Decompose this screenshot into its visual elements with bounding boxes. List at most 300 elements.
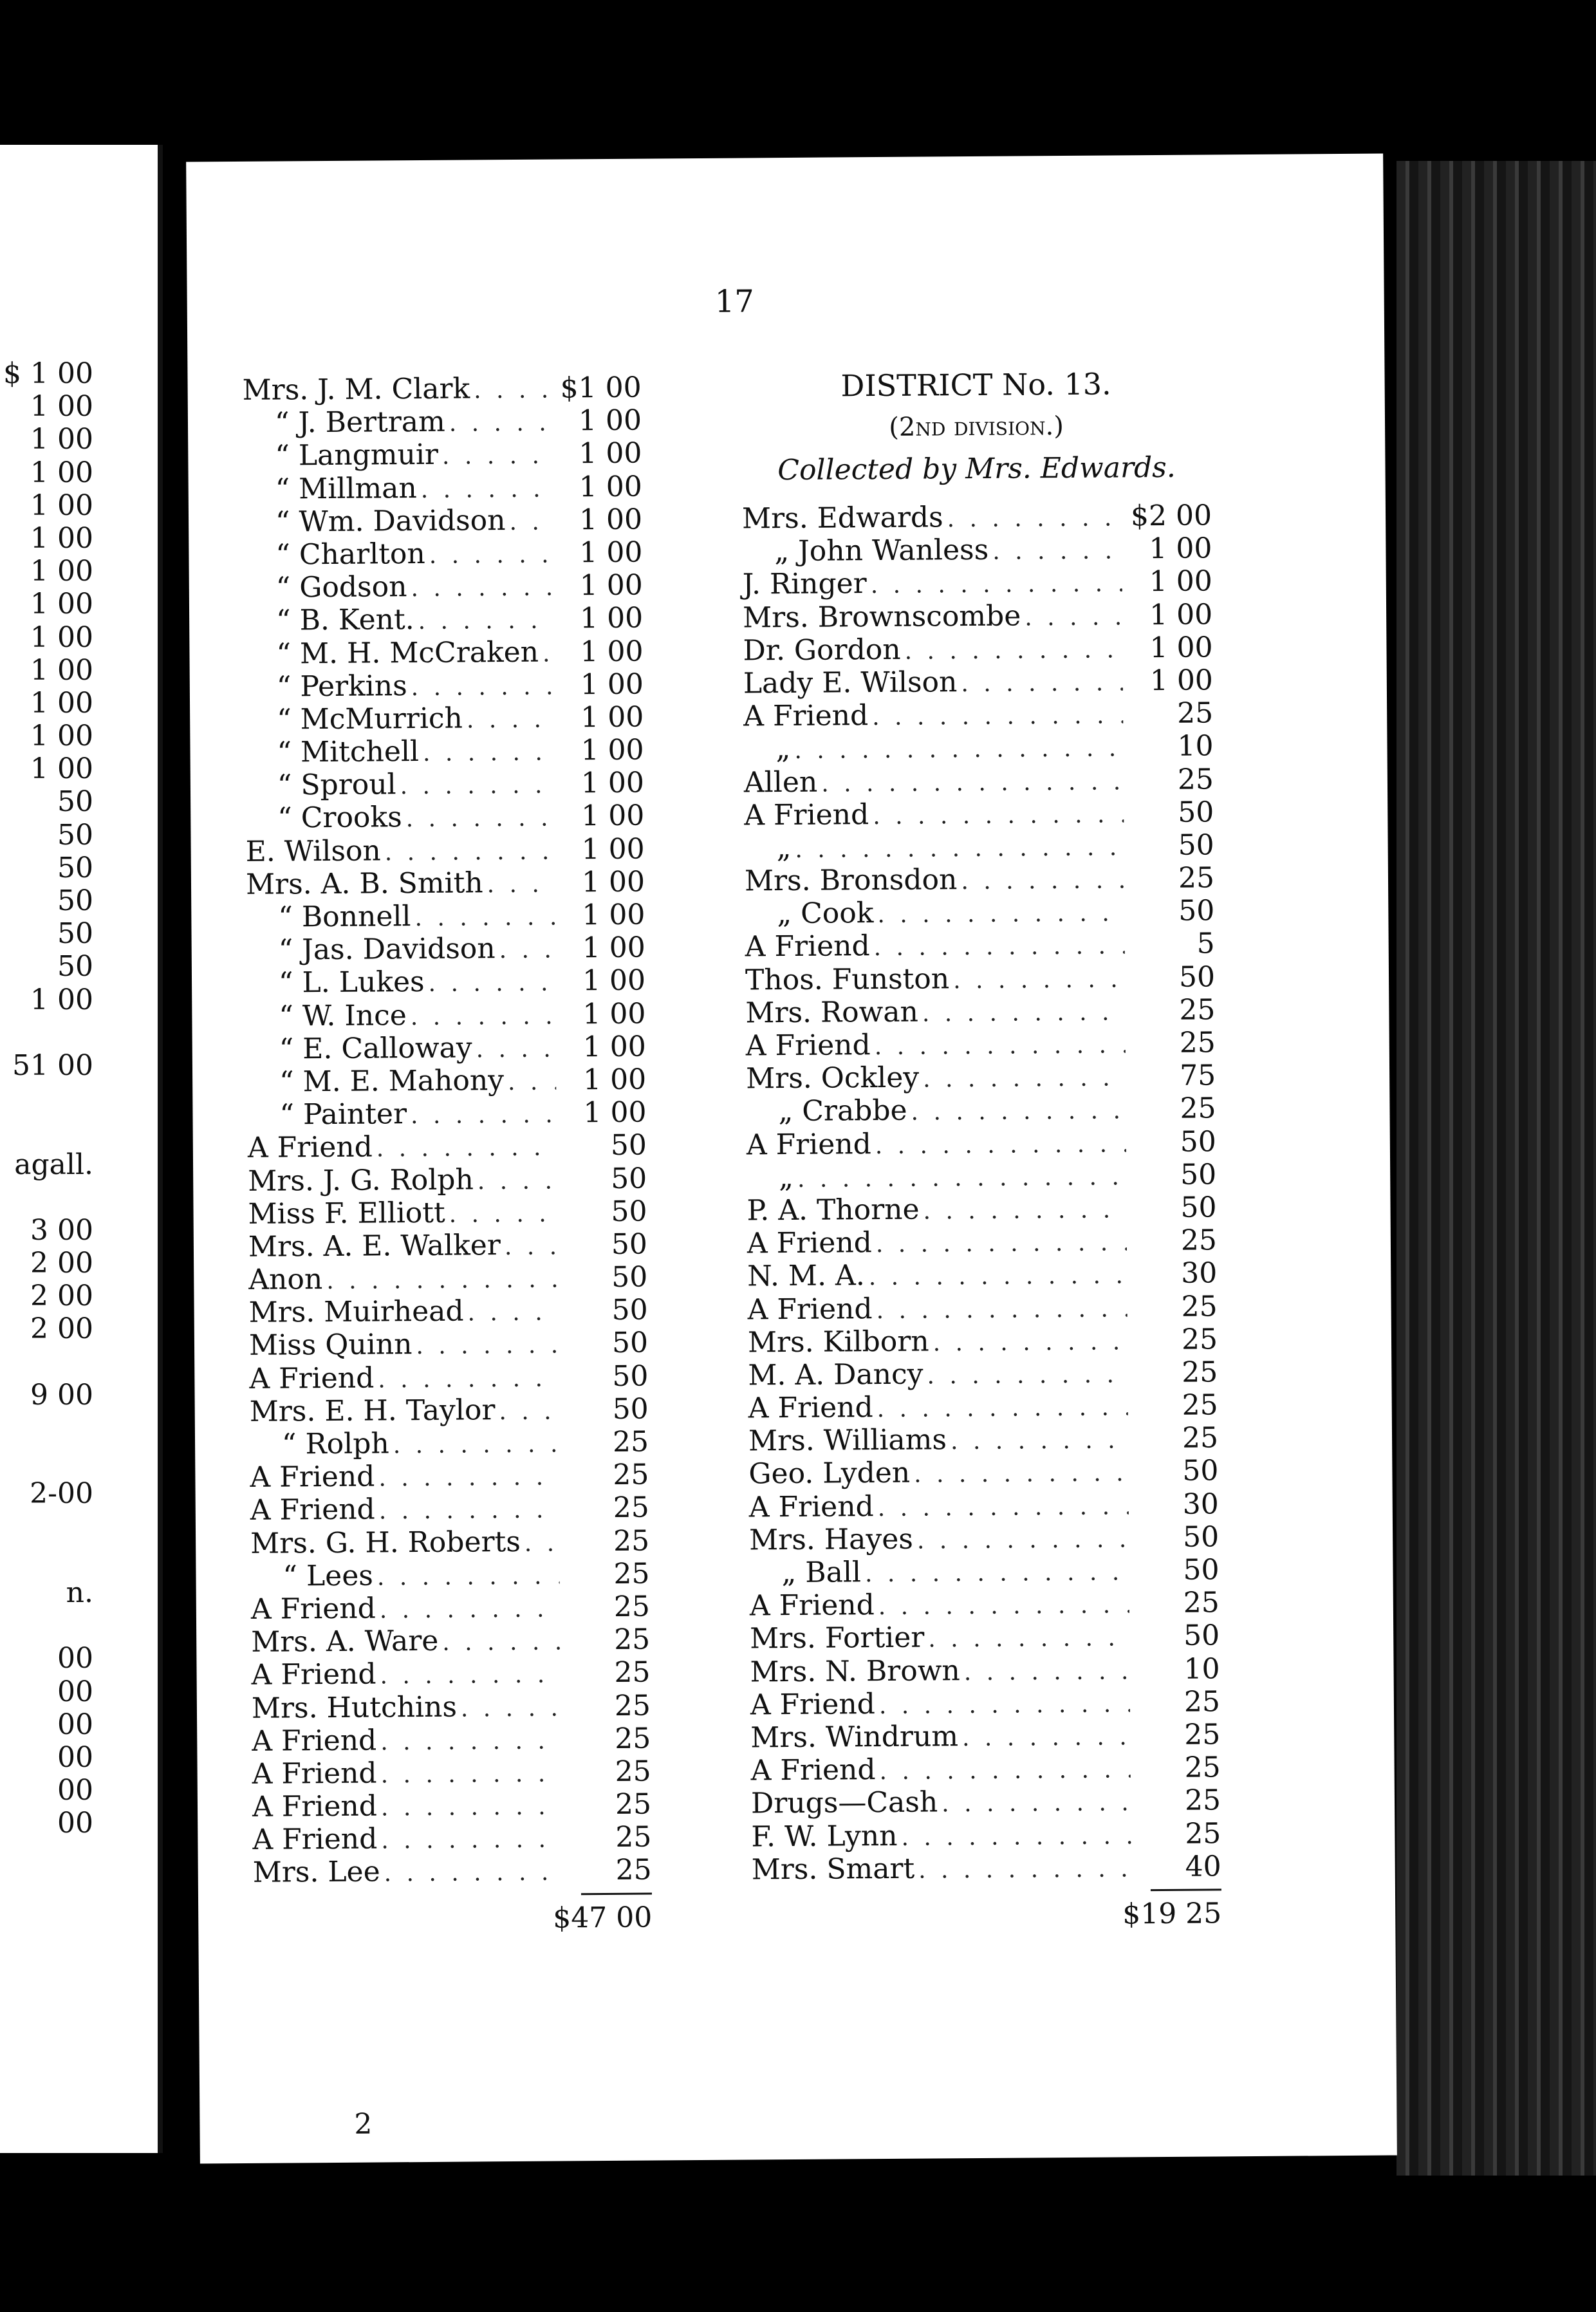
list-row <box>250 1392 649 1428</box>
donor-name: “ B. Kent. <box>275 603 414 637</box>
list-row <box>743 697 1213 733</box>
facing-page-fragment: 00 <box>57 1774 93 1807</box>
list-row <box>248 1162 647 1198</box>
donor-name: A Friend <box>252 1789 378 1823</box>
donation-amount: 25 <box>615 1787 652 1821</box>
leader-dots <box>389 1428 559 1462</box>
donation-amount: 50 <box>611 1195 647 1228</box>
donor-name: Mrs. Lee <box>252 1855 380 1890</box>
list-row <box>748 1388 1218 1424</box>
list-row <box>246 865 645 901</box>
leader-dots <box>457 1692 561 1725</box>
list-row <box>248 1195 647 1231</box>
facing-page-fragment: 50 <box>57 917 93 951</box>
leader-dots <box>924 1622 1129 1656</box>
leader-dots <box>373 1560 560 1594</box>
leader-dots <box>957 666 1123 700</box>
leader-dots <box>414 604 553 639</box>
donation-amount: 25 <box>1180 1224 1218 1257</box>
donor-name: Mrs. Hutchins <box>251 1690 458 1725</box>
leader-dots <box>869 930 1124 965</box>
list-row <box>243 503 642 539</box>
donation-amount: 1 00 <box>579 470 642 503</box>
right-total: $19 25 <box>1122 1897 1222 1931</box>
list-row <box>245 799 644 835</box>
leader-dots <box>445 1197 557 1231</box>
leader-dots <box>377 1823 561 1858</box>
donation-amount: 1 00 <box>580 635 644 668</box>
donation-amount: 1 00 <box>582 997 646 1030</box>
donation-amount: 1 00 <box>581 832 645 866</box>
facing-page-fragment: 9 00 <box>30 1378 93 1412</box>
leader-dots <box>521 1527 560 1560</box>
donor-name: “ W. Ince <box>279 998 407 1033</box>
donation-amount: 25 <box>613 1458 649 1492</box>
donation-amount: 25 <box>1183 1685 1221 1719</box>
leader-dots <box>875 1688 1130 1722</box>
leader-dots <box>907 1095 1126 1130</box>
facing-page-fragment: 1 00 <box>30 620 93 654</box>
donor-name: A Friend <box>750 1753 876 1787</box>
right-total-block <box>752 1879 1222 1933</box>
list-row <box>743 631 1212 667</box>
leader-dots <box>868 700 1123 734</box>
donation-amount: 1 00 <box>580 667 644 701</box>
facing-page-fragment: 1 00 <box>30 752 93 786</box>
leader-dots <box>474 1164 557 1198</box>
list-row <box>747 1290 1217 1326</box>
donation-amount: 50 <box>1182 1454 1219 1488</box>
donor-name: Thos. Funston <box>745 962 950 997</box>
facing-page-fragment: 00 <box>57 1642 93 1675</box>
donor-name: “ Sproul <box>277 768 396 802</box>
list-row <box>244 635 643 671</box>
donation-amount: 50 <box>611 1227 648 1261</box>
right-subscription-list <box>742 499 1221 1886</box>
donation-amount: 25 <box>1179 1026 1216 1059</box>
donor-name: Lady E. Wilson <box>743 666 958 700</box>
list-row <box>751 1784 1221 1820</box>
donor-name: „ Ball <box>781 1556 862 1590</box>
list-row <box>749 1487 1219 1524</box>
list-row <box>248 1294 647 1330</box>
leader-dots <box>817 765 1124 801</box>
leader-dots <box>900 633 1122 668</box>
leader-dots <box>871 1128 1126 1162</box>
list-row <box>748 1455 1218 1491</box>
leader-dots <box>949 963 1125 997</box>
leader-dots <box>411 901 555 935</box>
donation-amount: $1 00 <box>560 371 642 405</box>
donor-name: A Friend <box>247 1130 373 1165</box>
list-row <box>750 1619 1220 1655</box>
donor-name: Mrs. Bronsdon <box>744 863 958 898</box>
leader-dots <box>407 572 553 606</box>
donation-amount: 25 <box>612 1425 649 1459</box>
leader-dots <box>872 1226 1127 1261</box>
donor-name: M. A. Dancy <box>748 1357 923 1392</box>
donor-name: “ Charlton <box>275 537 425 572</box>
leader-dots <box>861 1556 1129 1590</box>
donor-name: Mrs. N. Brown <box>750 1654 960 1689</box>
donor-name: Mrs. Hayes <box>748 1522 914 1557</box>
leader-dots <box>875 1589 1129 1624</box>
donor-name: “ Crooks <box>277 801 402 835</box>
donor-name: „ John Wanless <box>774 534 989 568</box>
leader-dots <box>791 831 1124 866</box>
list-row <box>245 832 644 868</box>
facing-page-fragment: 2-00 <box>30 1477 93 1511</box>
donor-name: Miss Quinn <box>248 1328 413 1363</box>
leader-dots <box>875 1753 1130 1788</box>
list-row <box>252 1689 651 1725</box>
list-row <box>751 1817 1221 1853</box>
left-total-block <box>253 1884 653 1937</box>
donor-name: Anon <box>248 1263 323 1296</box>
list-row <box>744 828 1214 864</box>
leader-dots <box>919 1062 1126 1096</box>
leader-dots <box>381 835 555 869</box>
donation-amount: 1 00 <box>579 503 643 537</box>
leader-dots <box>407 1099 557 1133</box>
list-row <box>252 1788 651 1824</box>
facing-page-fragment: agall. <box>14 1148 93 1181</box>
donation-amount: 10 <box>1177 729 1214 763</box>
list-row <box>748 1323 1218 1359</box>
donation-amount: 25 <box>615 1820 652 1854</box>
donation-amount: 50 <box>612 1359 649 1393</box>
donor-name: Mrs. A. E. Walker <box>248 1229 501 1263</box>
list-row <box>245 700 644 736</box>
donation-amount: 50 <box>612 1392 649 1426</box>
donation-amount: 25 <box>615 1722 651 1755</box>
facing-page-fragment: 1 00 <box>30 686 93 720</box>
leader-dots <box>947 1424 1128 1459</box>
list-row <box>745 895 1214 931</box>
list-row <box>243 470 642 506</box>
leader-dots <box>417 472 552 507</box>
donor-name: Drugs—Cash <box>750 1785 938 1820</box>
list-row <box>749 1520 1219 1556</box>
donor-name: Geo. Lyden <box>748 1457 911 1491</box>
leader-dots <box>873 1391 1127 1426</box>
donation-amount: 1 00 <box>578 404 642 438</box>
list-row <box>243 536 642 572</box>
leader-dots <box>438 1626 560 1660</box>
donor-name: Mrs. Williams <box>748 1423 947 1458</box>
donation-amount: 1 00 <box>580 733 644 767</box>
donation-amount: 25 <box>1185 1816 1221 1851</box>
facing-page-fragment <box>0 1412 93 1444</box>
donor-name: A Friend <box>746 1127 871 1162</box>
donation-amount: 10 <box>1183 1652 1220 1686</box>
donor-name: “ J. Bertram <box>274 405 445 440</box>
list-row <box>250 1426 649 1462</box>
donation-amount: 50 <box>1180 1158 1217 1191</box>
leader-dots <box>407 670 554 704</box>
donation-amount: 25 <box>1181 1289 1218 1323</box>
signature-mark: 2 <box>354 2107 373 2141</box>
leader-dots <box>923 1358 1127 1392</box>
donation-amount: 1 00 <box>581 865 645 899</box>
facing-page-fragment: 50 <box>57 950 93 984</box>
donation-amount: 30 <box>1181 1256 1218 1291</box>
donor-name: “ Perkins <box>276 669 407 704</box>
donation-amount: 25 <box>614 1655 651 1690</box>
facing-page-fragment: 1 00 <box>30 390 93 424</box>
leader-dots <box>793 1161 1127 1196</box>
leader-dots <box>472 1032 555 1066</box>
facing-page-fragment <box>0 1115 93 1148</box>
document-page <box>186 154 1397 2164</box>
leader-dots <box>897 1820 1131 1854</box>
leader-dots <box>424 967 555 1001</box>
donor-name: A Friend <box>745 929 870 964</box>
leader-dots <box>412 1329 558 1363</box>
donor-name: A Friend <box>748 1391 873 1425</box>
leader-dots <box>913 1523 1129 1558</box>
list-row <box>747 1191 1216 1227</box>
donation-amount: 25 <box>1184 1751 1221 1784</box>
leader-dots <box>376 1659 560 1693</box>
leader-dots <box>322 1263 557 1298</box>
facing-page-fragment: 2 00 <box>30 1312 93 1346</box>
donor-name: J. Ringer <box>742 567 867 601</box>
leader-dots <box>375 1461 559 1495</box>
donation-amount: 1 00 <box>582 964 646 998</box>
donation-amount: 1 00 <box>1149 597 1213 631</box>
list-row <box>251 1590 650 1626</box>
list-row <box>750 1751 1220 1787</box>
facing-page-fragment: 1 00 <box>30 555 93 588</box>
donor-name: Mrs. J. M. Clark <box>242 372 470 407</box>
donor-name: A Friend <box>747 1292 873 1326</box>
donor-name: A Friend <box>252 1757 377 1791</box>
facing-page-fragment: 50 <box>57 851 93 884</box>
leader-dots <box>375 1494 559 1528</box>
list-row <box>743 598 1212 634</box>
donor-name: A Friend <box>250 1460 375 1495</box>
donation-amount: 25 <box>614 1623 651 1657</box>
donor-name: “ Painter <box>279 1097 407 1132</box>
leader-dots <box>419 736 554 770</box>
donor-name: Mrs. Smart <box>751 1852 915 1887</box>
leader-dots <box>463 703 554 736</box>
facing-page-fragment: 2 00 <box>30 1247 93 1280</box>
leader-dots <box>988 535 1122 569</box>
list-row <box>750 1685 1220 1721</box>
leader-dots <box>504 1065 556 1099</box>
donation-amount: 50 <box>1178 894 1215 928</box>
donor-name: „ <box>776 831 792 865</box>
donation-amount: 5 <box>1196 927 1215 961</box>
donation-amount: $2 00 <box>1130 499 1212 533</box>
leader-dots <box>376 1592 560 1627</box>
list-row <box>250 1524 649 1560</box>
leader-dots <box>495 934 555 967</box>
list-row <box>743 565 1212 601</box>
leader-dots <box>1021 601 1122 634</box>
list-row <box>250 1459 649 1495</box>
leader-dots <box>929 1325 1128 1359</box>
donation-amount: 50 <box>1182 1520 1220 1554</box>
donation-amount: 50 <box>611 1162 647 1195</box>
district-title: DISTRICT No. 13. <box>840 366 1111 404</box>
list-row <box>249 1327 648 1363</box>
donation-amount: 25 <box>1182 1388 1218 1422</box>
donation-amount: 1 00 <box>1149 664 1214 698</box>
district-collector: Collected by Mrs. Edwards. <box>777 451 1176 487</box>
facing-page-fragment <box>0 1016 93 1049</box>
donor-name: Mrs. Muirhead <box>248 1294 464 1330</box>
list-row <box>246 931 645 967</box>
donation-amount: 1 00 <box>580 700 644 734</box>
donation-amount: 25 <box>613 1590 651 1623</box>
donor-name: Mrs. Edwards <box>741 501 943 536</box>
list-row <box>245 667 644 704</box>
leader-dots <box>790 732 1124 768</box>
facing-page-fragment: 1 00 <box>30 983 93 1016</box>
donor-name: F. W. Lynn <box>751 1819 898 1853</box>
donor-name: „ <box>775 732 791 766</box>
leader-dots <box>407 1000 556 1034</box>
leader-dots <box>919 1193 1126 1227</box>
leader-dots <box>495 1395 559 1428</box>
donation-amount: 1 00 <box>582 1030 646 1064</box>
donation-amount: 1 00 <box>579 436 642 471</box>
list-row <box>242 371 641 407</box>
list-row <box>744 763 1214 799</box>
list-row <box>750 1652 1220 1688</box>
leader-dots <box>438 440 552 473</box>
list-row <box>749 1553 1219 1589</box>
facing-page-fragment: 50 <box>57 884 93 917</box>
donation-amount: 25 <box>1177 696 1214 730</box>
donor-name: Mrs. Windrum <box>750 1720 959 1755</box>
list-row <box>747 1125 1216 1161</box>
donor-name: “ Langmuir <box>275 438 439 472</box>
donation-amount: 1 00 <box>1149 564 1212 599</box>
donation-amount: 1 00 <box>579 536 643 570</box>
list-row <box>748 1356 1218 1392</box>
donation-amount: 25 <box>613 1491 649 1525</box>
donor-name: Mrs. E. H. Taylor <box>249 1394 496 1428</box>
donor-name: “ McMurrich <box>277 702 463 736</box>
list-row <box>245 734 644 770</box>
donation-amount: 25 <box>1182 1421 1219 1455</box>
facing-page-fragment: 1 00 <box>30 456 93 489</box>
facing-page-fragment: 1 00 <box>30 720 93 753</box>
donor-name: Mrs. G. H. Roberts <box>250 1525 521 1560</box>
facing-page-fragment: 2 00 <box>30 1280 93 1313</box>
facing-page-fragment: $ 1 00 <box>3 357 93 390</box>
leader-dots <box>463 1296 557 1330</box>
donor-name: Dr. Gordon <box>743 633 901 667</box>
donation-amount: 50 <box>611 1260 648 1294</box>
donor-name: “ Lees <box>283 1559 374 1593</box>
donor-name: P. A. Thorne <box>747 1193 920 1227</box>
donor-name: “ Mitchell <box>277 735 420 769</box>
donor-name: “ E. Calloway <box>279 1031 472 1066</box>
district-division: (2nd division.) <box>889 411 1064 442</box>
list-row <box>250 1491 649 1527</box>
list-row <box>747 1224 1217 1260</box>
list-row <box>750 1587 1220 1623</box>
donation-amount: 50 <box>1178 828 1214 862</box>
donor-name: “ Rolph <box>281 1427 389 1461</box>
donor-name: A Friend <box>747 1226 873 1260</box>
donation-amount: 1 00 <box>580 766 645 800</box>
list-row <box>746 1059 1216 1095</box>
leader-dots <box>910 1457 1129 1492</box>
donation-amount: 25 <box>1182 1356 1218 1389</box>
facing-page-fragment <box>0 1346 93 1379</box>
donation-amount: 30 <box>1182 1487 1219 1521</box>
list-row <box>246 964 645 1000</box>
donor-name: “ Wm. Davidson <box>275 503 506 539</box>
donation-amount: 25 <box>1184 1718 1221 1751</box>
leader-dots <box>396 769 555 803</box>
list-row <box>250 1557 649 1593</box>
donor-name: Mrs. A. B. Smith <box>245 866 483 901</box>
donor-name: A Friend <box>749 1589 875 1623</box>
donor-name: Mrs. Rowan <box>745 995 919 1030</box>
list-row <box>251 1656 650 1692</box>
facing-page-fragment: 1 00 <box>30 588 93 621</box>
leader-dots <box>539 637 553 670</box>
list-row <box>252 1821 651 1857</box>
donation-amount: 25 <box>1184 1784 1221 1818</box>
donor-name: Mrs. Brownscombe <box>742 599 1021 635</box>
facing-page-fragment: 1 00 <box>30 653 93 687</box>
facing-page-fragment: 3 00 <box>30 1213 93 1247</box>
leader-dots <box>867 568 1122 602</box>
donation-amount: 1 00 <box>1149 532 1212 566</box>
donation-amount: 50 <box>1183 1553 1220 1587</box>
donation-amount: 40 <box>1185 1850 1221 1883</box>
donation-amount: 25 <box>613 1524 650 1558</box>
list-row <box>742 499 1212 535</box>
list-row <box>744 796 1214 832</box>
leader-dots <box>938 1787 1131 1821</box>
leader-dots <box>918 996 1126 1030</box>
list-row <box>746 1092 1216 1128</box>
donor-name: Mrs. J. G. Rolph <box>248 1162 474 1198</box>
list-row <box>246 997 645 1033</box>
donation-amount: 25 <box>615 1755 651 1788</box>
donor-name: “ M. H. McCraken <box>276 635 539 671</box>
facing-page-fragment <box>0 1511 93 1543</box>
list-row <box>248 1129 647 1165</box>
leader-dots <box>425 539 553 573</box>
leader-dots <box>402 802 555 836</box>
list-row <box>748 1422 1218 1458</box>
leader-dots <box>871 1029 1126 1063</box>
donor-name: E. Wilson <box>245 834 381 868</box>
donation-amount: 50 <box>610 1128 647 1162</box>
leader-dots <box>865 1260 1127 1294</box>
leader-dots <box>874 1490 1129 1525</box>
list-row <box>743 664 1213 700</box>
facing-page-fragment: 00 <box>57 1740 93 1774</box>
donation-amount: 25 <box>614 1689 651 1722</box>
donation-amount: 1 00 <box>1149 631 1213 664</box>
facing-page-fragment <box>0 1181 93 1214</box>
list-row <box>252 1755 651 1791</box>
donor-name: Mrs. Fortier <box>750 1621 925 1655</box>
donation-amount: 25 <box>615 1853 652 1887</box>
list-row <box>745 928 1215 964</box>
